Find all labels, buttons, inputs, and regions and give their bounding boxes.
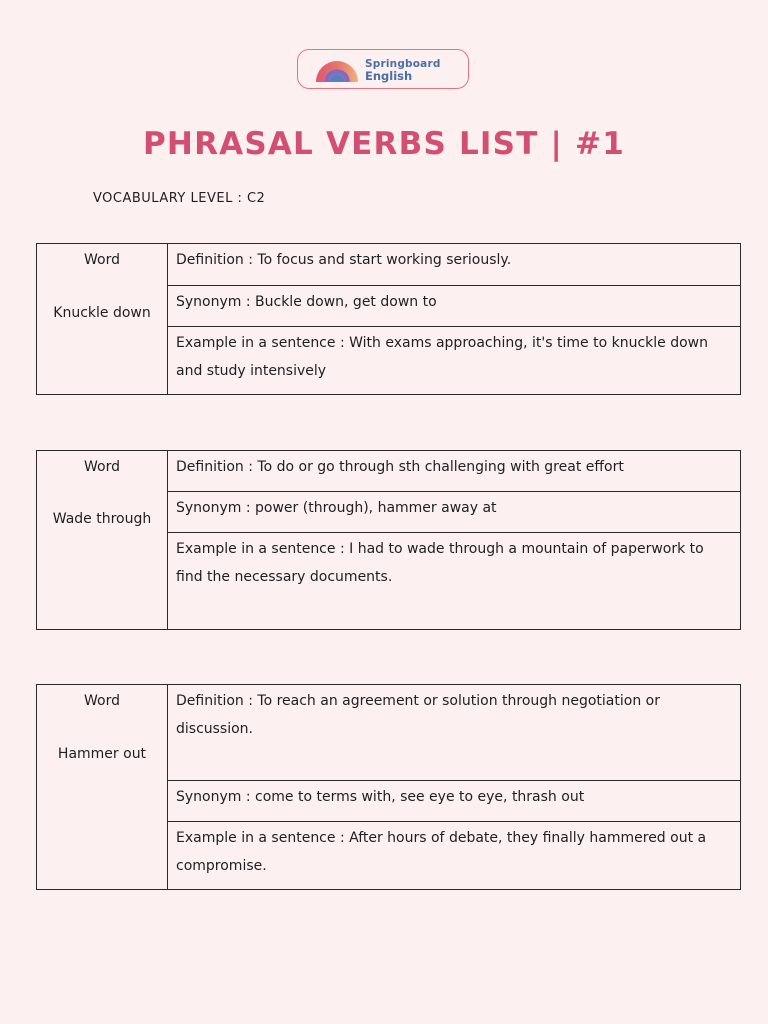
definition-cell [168, 244, 741, 286]
example-text: Example in a sentence : I had to wade through a mountain of paperwork to find the necessary documents. [176, 541, 704, 585]
definition-text: Definition : To reach an agreement or solution through negotiation or discussion. [176, 693, 660, 737]
example-text: Example in a sentence : After hours of debate, they finally hammered out a compromise. [176, 830, 707, 874]
example-cell [168, 822, 741, 890]
page-title: PHRASAL VERBS LIST | #1 [143, 126, 625, 162]
brand-wordmark [365, 58, 441, 82]
brand-name-line2: English [365, 69, 413, 83]
synonym-cell [168, 781, 741, 822]
word-label: Word [84, 252, 120, 268]
definition-text: Definition : To focus and start working seriously. [176, 252, 512, 268]
synonym-text: Synonym : power (through), hammer away at [176, 500, 497, 516]
definition-text: Definition : To do or go through sth challenging with great effort [176, 459, 624, 475]
synonym-cell [168, 492, 741, 533]
synonym-cell [168, 286, 741, 327]
phrasal-verb-table [36, 243, 741, 395]
synonym-text: Synonym : Buckle down, get down to [176, 294, 437, 310]
word-value: Hammer out [57, 746, 147, 762]
definition-cell [168, 685, 741, 781]
word-cell [37, 685, 168, 890]
word-cell [37, 244, 168, 395]
word-label: Word [84, 459, 120, 475]
synonym-text: Synonym : come to terms with, see eye to eye, thrash out [176, 789, 585, 805]
word-label: Word [84, 693, 120, 709]
word-cell [37, 451, 168, 630]
brand-logo [297, 49, 469, 89]
definition-cell [168, 451, 741, 492]
example-cell [168, 533, 741, 630]
example-text: Example in a sentence : With exams approaching, it's time to knuckle down and study intensively [176, 335, 708, 379]
word-value: Wade through [52, 511, 152, 527]
phrasal-verb-table [36, 450, 741, 630]
word-value: Knuckle down [53, 305, 151, 321]
vocabulary-level: VOCABULARY LEVEL : C2 [93, 191, 266, 206]
example-cell [168, 327, 741, 395]
rainbow-arch-icon [315, 57, 361, 83]
phrasal-verb-table [36, 684, 741, 890]
brand-name-line1: Springboard [365, 58, 441, 70]
